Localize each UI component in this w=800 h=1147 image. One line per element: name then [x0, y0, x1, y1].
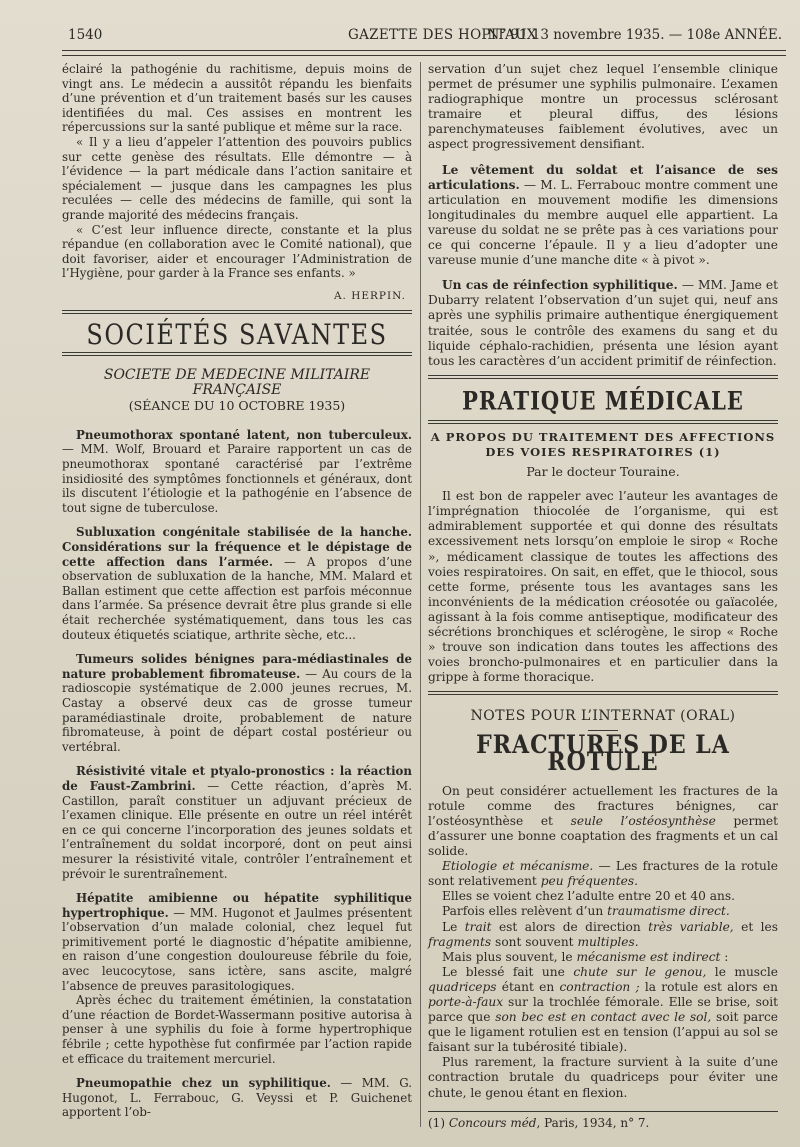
communication-item — [62, 525, 412, 642]
article-byline: Par le docteur Touraine. — [526, 464, 680, 480]
communication-text: — Au cours de la radioscopie systématique de 2.000 jeunes recrues, M. Castay a observé deux cas de grosse tumeur paramédiastinale droite, probablement de nature fibromateuse, à point de départ costal postérieur ou vertébral. — [62, 666, 412, 754]
text-run: sont souvent — [491, 934, 578, 949]
right-column — [428, 62, 778, 1131]
text-run: étant en — [496, 979, 560, 994]
page-number: 1540 — [68, 27, 103, 43]
section-rule — [62, 310, 412, 314]
journal-title: GAZETTE DES HOPITAUX — [348, 27, 537, 43]
text-run: Parfois elles relèvent d’un — [442, 904, 608, 919]
text-run: chute sur le genou, — [573, 964, 707, 979]
communication-item — [62, 1076, 412, 1120]
communication-text: — MM. Hugonot et Jaulmes présentent l’observation d’un malade colonial, chez lequel fut primitivement porté le diagnostic d’hépatite amibienne, en raison d’une congestion douloureuse fébrile du foie, avec leucocytose, sans ictère, sans ascite, malgré l’absence de preuves parasitologiques. — [62, 905, 412, 993]
society-session: (SÉANCE DU 10 OCTOBRE 1935) — [128, 398, 346, 414]
text-run: permet d’assurer une bonne coaptation des fragments et un cal solide. — [428, 813, 778, 859]
column-separator — [420, 62, 421, 1127]
issue-info: N° 91 13 novembre 1935. — 108e ANNÉE. — [487, 27, 782, 43]
article-paragraph — [428, 950, 778, 965]
communication-item — [62, 652, 412, 754]
text-run: contraction ; — [559, 979, 640, 994]
continued-text: servation d’un sujet chez lequel l’ensemble clinique permet de présumer une syphilis pulmonaire. L’examen radiographique montre un processus sclérosant tramaire et pleural diffus, des lésions parenchymateuses faiblement évolutives, avec un aspect progressivement densifiant. — [428, 62, 778, 152]
text-run: fragments — [428, 934, 492, 949]
communication-title: Pneumothorax spontané latent, non tuberculeux. — [76, 427, 412, 442]
article-paragraph — [428, 859, 778, 889]
article-paragraph — [428, 965, 778, 1056]
communication-item — [62, 428, 412, 516]
section-rule — [428, 691, 778, 695]
intro-paragraph: éclairé la pathogénie du rachitisme, depuis moins de vingt ans. Le médecin a aussitôt répandu les bienfaits d’une prévention et d’un traitement basés sur les causes identifiées du mal. Ces assises en montrent les répercussions sur la santé publique et même sur la race. — [62, 62, 412, 135]
text-run: Concours méd — [448, 1115, 537, 1130]
text-run: Mais plus souvent, le — [442, 949, 577, 964]
communication-title: Hépatite amibienne ou hépatite syphilitique hypertrophique. — [62, 891, 412, 920]
section-rule — [428, 375, 778, 379]
communication-item — [428, 278, 778, 369]
header-rule-thin — [62, 55, 786, 56]
text-run: mécanisme est indirect — [576, 949, 721, 964]
communication-text: — MM. Jame et Dubarry relatent l’observation d’un sujet qui, neuf ans après une syphilis primaire authentique énergiquement traitée, sous le contrôle des examens du sang et du liquide céphalo-rachidien, présenta une lésion ayant tous les caractères d’un accident primitif de réinfection. — [428, 278, 778, 368]
text-run: trait — [464, 919, 492, 934]
text-run: , Paris, 1934, n° 7. — [536, 1115, 650, 1130]
article-text: Il est bon de rappeler avec l’auteur les avantages de l’imprégnation thiocolée de l’organisme, qui est admirablement supportée et qui donne des résultats excessivement nets lorsqu’on emploie le sirop « Roche », médicament classique de toutes les affections des voies respiratoires. On sait, en effet, que le thiocol, sous cette forme, présente tous les avantages sans les inconvénients de la médication créosotée ou gaïacolée, agissant à la fois comme antiseptique, modificateur des sécrétions bronchiques et sclérogène, le sirop « Roche » trouve son indication dans toutes les affections des voies broncho-pulmonaires et en particulier dans la grippe à forme thoracique. — [428, 489, 778, 685]
article-paragraph: Plus rarement, la fracture survient à la suite d’une contraction brutale du quadriceps pour éviter une chute, le genou étant en flexion. — [428, 1055, 778, 1100]
text-run: très variable, — [648, 919, 734, 934]
text-run: Le — [442, 919, 465, 934]
article-paragraph — [428, 784, 778, 859]
header-rule — [62, 50, 786, 51]
left-column — [62, 62, 412, 1120]
text-run: On peut considérer actuellement les fractures de la rotule comme des fractures bénignes, car l’ostéosynthèse et — [428, 783, 778, 828]
article-title: FRACTURES DE LA ROTULE — [476, 730, 730, 778]
text-run: porte-à-faux — [428, 994, 504, 1009]
text-run: (1) — [428, 1115, 449, 1130]
footnote — [428, 1116, 778, 1131]
text-run: Etiologie et mécanisme. — [442, 859, 594, 874]
text-run: — Les fractures de la rotule sont relativement — [428, 859, 778, 889]
text-run: soit parce que le ligament rotulien est en tension (l’appui au sol se faisant sur la tubérosité tibiale). — [428, 1010, 778, 1055]
text-run: multiples. — [577, 934, 639, 949]
communication-item — [62, 764, 412, 881]
text-run: sur la trochlée fémorale. Elle se brise, soit parce que — [428, 994, 778, 1025]
text-run: le muscle — [706, 964, 778, 979]
text-run: et les — [733, 919, 778, 934]
communication-title: Pneumopathie chez un syphilitique. — [76, 1076, 331, 1091]
communication-title: Subluxation congénitale stabilisée de la hanche. Considérations sur la fréquence et le dépistage de cette affection dans l’armée. — [62, 525, 412, 569]
text-run: peu fréquentes. — [540, 874, 638, 889]
article-paragraph: Elles se voient chez l’adulte entre 20 et 40 ans. — [442, 889, 735, 904]
text-run: est alors de direction — [491, 919, 649, 934]
communication-text: Après échec du traitement émétinien, la constatation d’une réaction de Bordet-Wassermann positive autorisa à penser à une syphilis du foie à forme hypertrophique fébrile ; cette hypothèse fut confirmée par l’action rapide et efficace du traitement mercuriel. — [62, 993, 412, 1066]
notes-title: NOTES POUR L’INTERNAT (ORAL) — [470, 708, 736, 725]
communication-title: Un cas de réinfection syphilitique. — [442, 278, 678, 293]
text-run: : — [720, 949, 729, 964]
footnote-rule — [428, 1111, 778, 1112]
section-title: PRATIQUE MÉDICALE — [462, 385, 744, 416]
author-signature: A. HERPIN. — [333, 289, 406, 302]
intro-paragraph: « C’est leur influence directe, constante et la plus répandue (en collaboration avec le Comité national), que doit favoriser, aider et encourager l’Administration de l’Hygiène, pour garder à la France ses enfants. » — [62, 222, 412, 281]
communication-text: — Cette réaction, d’après M. Castillon, paraît constituer un adjuvant précieux de l’examen clinique. Elle présente en outre un réel intérêt en ce qui concerne l’incorporation des jeunes soldats et l’entraînement du soldat incorporé, dont on peut ainsi mesurer la résistivité vitale, contrôler l’entraînement et prévoir le surentraînement. — [62, 778, 412, 881]
communication-text: — M. L. Ferrabouc montre comment une articulation en mouvement modifie les dimensions longitudinales du membre auquel elle appartient. La vareuse du soldat ne se prête pas à ces variations pour ce qui concerne l’épaule. Il y a lieu d’adopter une vareuse munie d’une manche dite « à pivot ». — [428, 177, 778, 268]
communication-title: Tumeurs solides bénignes para-médiastinales de nature probablement fibromateuse. — [62, 652, 412, 681]
communication-text: — MM. Wolf, Brouard et Paraire rapportent un cas de pneumothorax spontané caractérisé par l’extrême insidiosité des symptômes fonctionnels et généraux, dont ils discutent l’étiologie et la pathogénie en l’absence de tout signe de tuberculose. — [62, 442, 412, 515]
text-run: Le blessé fait une — [442, 964, 574, 979]
text-run: seule l’ostéosynthèse — [570, 813, 716, 828]
communication-item — [62, 891, 412, 993]
communication-item — [428, 163, 778, 269]
communication-title: Le vêtement du soldat et l’aisance de ses articulations. — [428, 162, 778, 192]
text-run: la rotule est alors en — [639, 979, 778, 994]
communication-text: — MM. G. Hugonot, L. Ferrabouc, G. Veyssi et P. Guichenet apportent l’ob- — [62, 1076, 412, 1120]
article-paragraph — [428, 920, 778, 950]
page-header — [58, 24, 782, 46]
text-run: traumatisme direct. — [607, 904, 730, 919]
article-heading: A PROPOS DU TRAITEMENT DES AFFECTIONS DES VOIES RESPIRATOIRES (1) — [430, 429, 776, 459]
section-rule — [428, 420, 778, 424]
communication-text: — A propos d’une observation de subluxation de la hanche, MM. Malard et Ballan estiment que cette affection est parfois méconnue dans l’armée. Sa présence devrait être plus grande si elle était recherchée systématiquement, dans tous les cas douteux étiquetés sciatique, arthrite sèche, etc... — [62, 554, 412, 642]
text-run: quadriceps — [428, 979, 497, 994]
text-run: son bec est en contact avec le sol, — [495, 1010, 712, 1025]
section-title: SOCIÉTÉS SAVANTES — [86, 318, 388, 351]
society-name: SOCIETE DE MEDECINE MILITAIRE FRANÇAISE — [103, 367, 371, 398]
section-rule — [62, 352, 412, 356]
intro-paragraph: « Il y a lieu d’appeler l’attention des pouvoirs publics sur cette genèse des résultats. Elle démontre — à l’évidence — la part médicale dans l’action sanitaire et spécialement — jusque dans les campagnes les plus reculées — celle des médecins de famille, qui sont la grande majorité des médecins français. — [62, 134, 412, 222]
communication-title: Résistivité vitale et ptyalo-pronostics : la réaction de Faust-Zambrini. — [62, 764, 412, 793]
article-paragraph — [428, 904, 778, 919]
